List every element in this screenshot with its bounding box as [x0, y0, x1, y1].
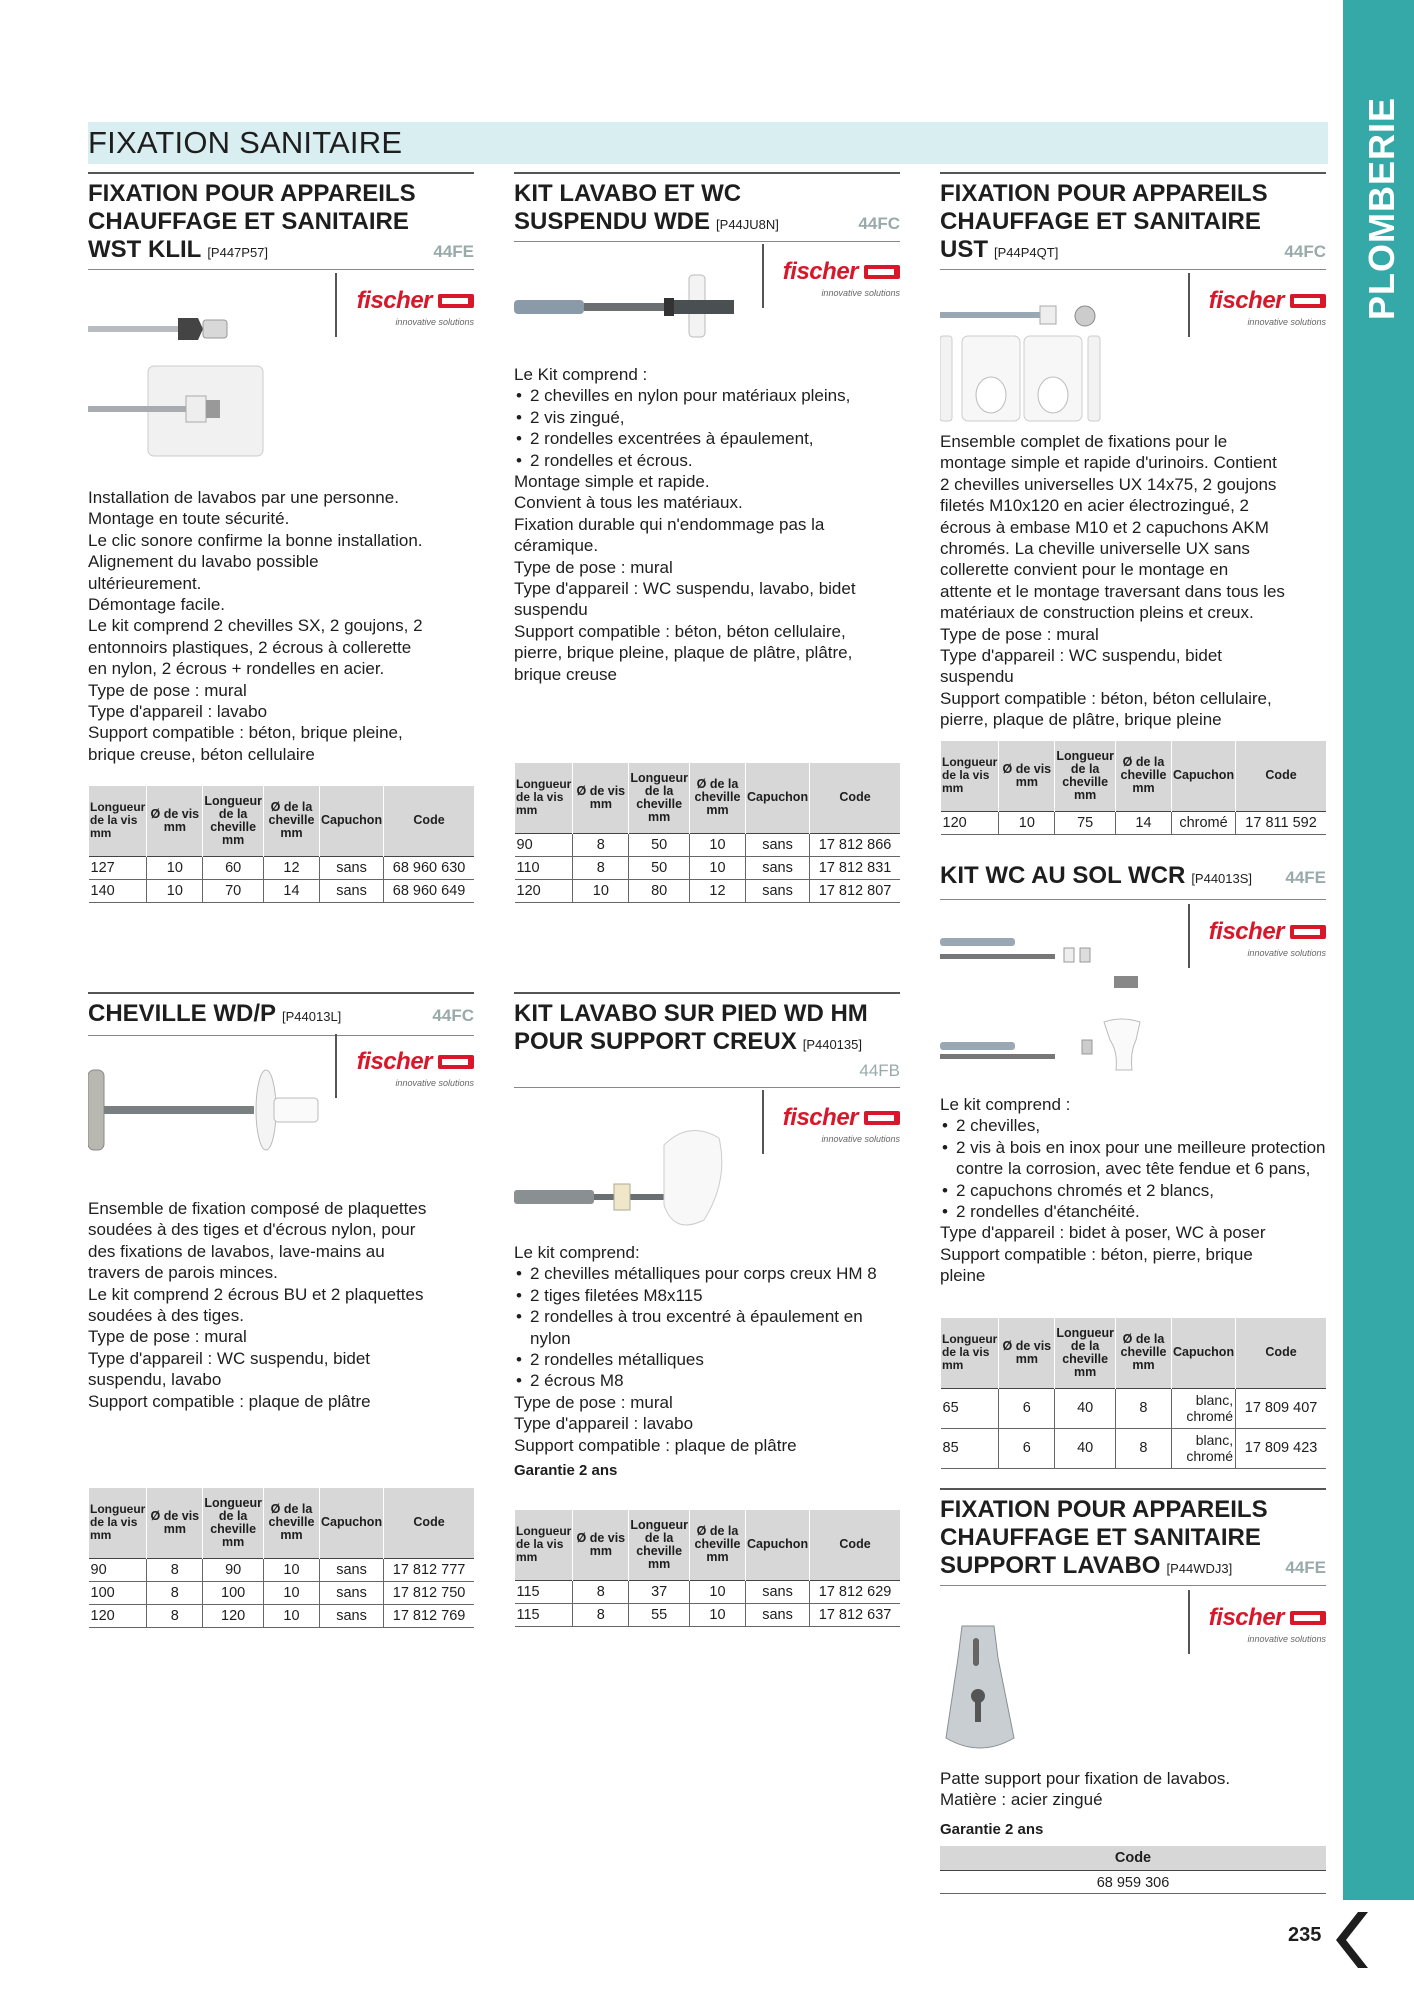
product-title: CHEVILLE WD/P [P44013L] 44FC — [88, 1000, 474, 1027]
section-header — [88, 122, 1328, 164]
fischer-logo: fischer innovative solutions — [335, 273, 474, 337]
product-title: KIT LAVABO ET WC SUSPENDU WDE [P44JU8N] 44FC — [514, 180, 900, 235]
category-sidebar — [1343, 0, 1414, 1900]
product-wst-klil — [88, 172, 474, 270]
product-description: Patte support pour fixation de lavabos. Matière : acier zingué Garantie 2 ans — [940, 1769, 1231, 1838]
code-table: Code 68 959 306 — [940, 1846, 1326, 1894]
product-image-ust — [940, 300, 1110, 425]
fischer-logo: fischer innovative solutions — [762, 1090, 900, 1154]
product-description: Ensemble complet de fixations pour le montage simple et rapide d'urinoirs. Contient 2 chevilles universelles UX 14x75, 2 goujons filetés M10x120 en acier électrozingué, 2 écrous à embase M10 et 2 capuchons AKM chromés. La cheville universelle UX sans collerette convient pour le montage en attente et le montage traversant dans tous les matériaux de construction pleins et creux. Type de pose : mural Type d'appareil : WC suspendu, bidet suspendu Support compatible : béton, béton cellulaire, pierre, plaque de plâtre, brique pleine — [940, 432, 1285, 730]
product-description: Le Kit comprend : • 2 chevilles en nylon pour matériaux pleins, • 2 vis zingué, • 2 rondelles excentrées à épaulement, • 2 rondelles et écrous. Montage simple et rapide. Convient à tous les matériaux. Fixation durable qui n'endommage pas la céramique. Type de pose : mural Type d'appareil : WC suspendu, lavabo, bidet suspendu Support compatible : béton, béton cellulaire, pierre, brique pleine, plaque de plâtre, plâtre, brique creuse — [514, 364, 900, 685]
table-row: 85 6 40 8 blanc, chromé 17 809 423 — [941, 1428, 1327, 1468]
spec-table: Longueur de la vis mm Ø de vis mm Longueur de la cheville mm Ø de la cheville mm Capuchon Code 120 10 75 14 chromé 17 811 592 — [940, 741, 1326, 835]
spec-table: Longueur de la vis mm Ø de vis mm Longueur de la cheville mm Ø de la cheville mm Capuchon Code 127 10 60 12 sans 68 960 630 140 10 70 14 sans 68 960 649 — [88, 786, 474, 903]
product-image-wde — [514, 270, 744, 340]
spec-table: Longueur de la vis mm Ø de vis mm Longueur de la cheville mm Ø de la cheville mm Capuchon Code 65 6 40 8 blanc, chromé 17 809 407 85 6 40 8 blanc, chromé 17 809 423 — [940, 1318, 1326, 1469]
product-support-lavabo — [940, 1488, 1326, 1586]
product-image-wst-klil — [88, 296, 268, 466]
section-title: FIXATION SANITAIRE — [88, 125, 403, 160]
product-description: Le kit comprend: • 2 chevilles métalliques pour corps creux HM 8 • 2 tiges filetées M8x115 • 2 rondelles à trou excentré à épaulement en nylon • 2 rondelles métalliques • 2 écrous M8 Type de pose : mural Type d'appareil : lavabo Support compatible : plaque de plâtre Garantie 2 ans — [514, 1242, 900, 1481]
product-image-wd-hm — [514, 1120, 754, 1235]
product-ust — [940, 172, 1326, 270]
product-title: FIXATION POUR APPAREILS CHAUFFAGE ET SANITAIRE WST KLIL [P447P57] 44FE — [88, 180, 474, 263]
product-wd-hm — [514, 992, 900, 1088]
table-row: 110 8 50 10 sans 17 812 831 — [515, 856, 901, 879]
product-title: KIT WC AU SOL WCR [P44013S] 44FE — [940, 862, 1326, 889]
product-description: Installation de lavabos par une personne. Montage en toute sécurité. Le clic sonore confirme la bonne installation. Alignement du lavabo possible ultérieurement. Démontage facile. Le kit comprend 2 chevilles SX, 2 goujons, 2 entonnoirs plastiques, 2 écrous à collerette en nylon, 2 écrous + rondelles en acier. Type de pose : mural Type d'appareil : lavabo Support compatible : béton, brique pleine, brique creuse, béton cellulaire — [88, 488, 423, 764]
table-row: 120 10 80 12 sans 17 812 807 — [515, 879, 901, 902]
table-row: 115 8 55 10 sans 17 812 637 — [515, 1603, 901, 1626]
product-wde — [514, 172, 900, 242]
product-image-wdp — [88, 1060, 338, 1160]
spec-table: Longueur de la vis mm Ø de vis mm Longueur de la cheville mm Ø de la cheville mm Capuchon Code 115 8 37 10 sans 17 812 629 115 8 55 10 sans 17 812 637 — [514, 1510, 900, 1627]
table-row: 115 8 37 10 sans 17 812 629 — [515, 1580, 901, 1603]
table-row: 90 8 50 10 sans 17 812 866 — [515, 833, 901, 856]
table-row: 120 10 75 14 chromé 17 811 592 — [941, 811, 1327, 834]
product-image-support-lavabo — [940, 1618, 1020, 1758]
table-row: 127 10 60 12 sans 68 960 630 — [89, 856, 475, 879]
product-title: KIT LAVABO SUR PIED WD HM POUR SUPPORT CREUX [P440135] 44FB — [514, 1000, 900, 1080]
spec-table: Longueur de la vis mm Ø de vis mm Longueur de la cheville mm Ø de la cheville mm Capuchon Code 90 8 50 10 sans 17 812 866 110 8 50 10 sans 17 812 831 120 10 80 12 sans 17 812 807 — [514, 763, 900, 903]
product-image-wcr — [940, 930, 1150, 1080]
product-description: Ensemble de fixation composé de plaquettes soudées à des tiges et d'écrous nylon, pour des fixations de lavabos, lave-mains au travers de parois minces. Le kit comprend 2 écrous BU et 2 plaquettes soudées à des tiges. Type de pose : mural Type d'appareil : WC suspendu, bidet suspendu, lavabo Support compatible : plaque de plâtre — [88, 1199, 427, 1411]
fischer-logo: fischer innovative solutions — [335, 1034, 474, 1098]
table-row: 65 6 40 8 blanc, chromé 17 809 407 — [941, 1388, 1327, 1428]
page-arrow-icon — [1330, 1910, 1370, 1970]
product-wcr — [940, 862, 1326, 900]
table-row: 120 8 120 10 sans 17 812 769 — [89, 1604, 475, 1627]
product-description: Le kit comprend : • 2 chevilles, • 2 vis à bois en inox pour une meilleure protection contre la corrosion, avec tête fendue et 6 pans, • 2 capuchons chromés et 2 blancs, • 2 rondelles d'étanchéité. Type d'appareil : bidet à poser, WC à poser Support compatible : béton, pierre, brique pleine — [940, 1094, 1326, 1287]
product-title: FIXATION POUR APPAREILS CHAUFFAGE ET SANITAIRE SUPPORT LAVABO [P44WDJ3] 44FE — [940, 1496, 1326, 1579]
spec-table: Longueur de la vis mm Ø de vis mm Longueur de la cheville mm Ø de la cheville mm Capuchon Code 90 8 90 10 sans 17 812 777 100 8 100 10 sans 17 812 750 120 8 120 10 sans 17 812 769 — [88, 1488, 474, 1628]
category-label: PLOMBERIE — [1360, 96, 1402, 320]
product-title: FIXATION POUR APPAREILS CHAUFFAGE ET SANITAIRE UST [P44P4QT] 44FC — [940, 180, 1326, 263]
fischer-logo: fischer innovative solutions — [1188, 273, 1326, 337]
table-row: 140 10 70 14 sans 68 960 649 — [89, 879, 475, 902]
table-row: 100 8 100 10 sans 17 812 750 — [89, 1581, 475, 1604]
page-number: 235 — [1288, 1924, 1322, 1946]
fischer-logo: fischer innovative solutions — [762, 244, 900, 308]
fischer-logo: fischer innovative solutions — [1188, 1590, 1326, 1654]
fischer-logo: fischer innovative solutions — [1188, 904, 1326, 968]
product-wdp — [88, 992, 474, 1036]
table-row: 90 8 90 10 sans 17 812 777 — [89, 1558, 475, 1581]
